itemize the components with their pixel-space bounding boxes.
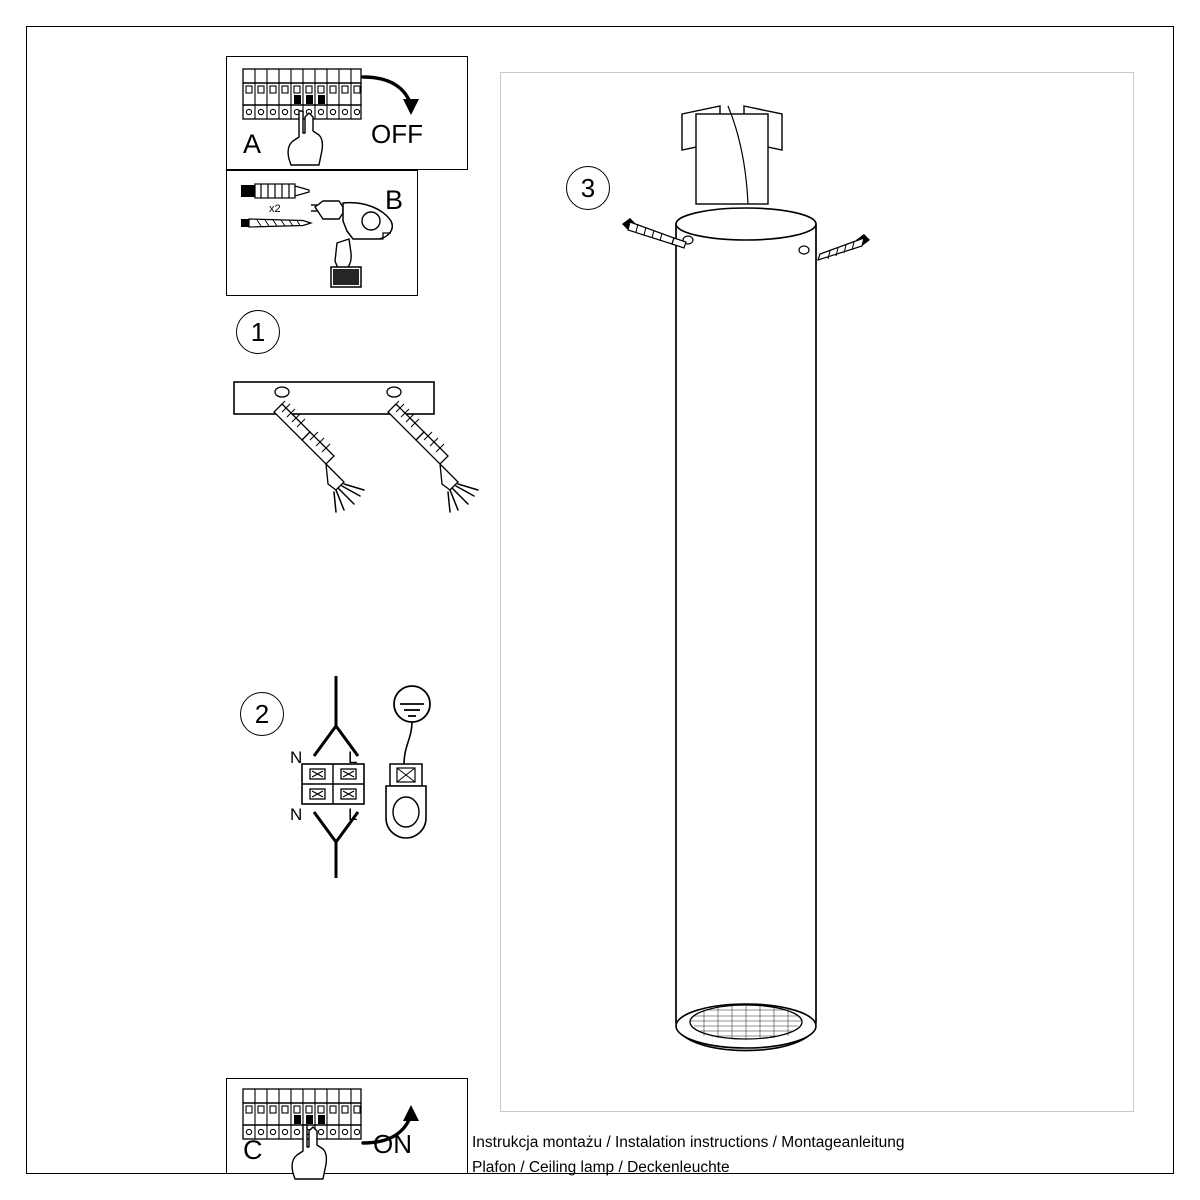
hand-pointing-icon [279, 107, 339, 167]
caption-line-2: Plafon / Ceiling lamp / Deckenleuchte [472, 1159, 730, 1176]
panel-b-letter: B [385, 185, 404, 215]
curved-arrow-down-icon [359, 71, 423, 123]
wire-label-l-bottom: L [348, 805, 358, 824]
wire-label-n-top: N [290, 748, 303, 767]
step-2-number [240, 692, 284, 736]
mounting-bracket-with-screws-icon [226, 372, 506, 552]
step-3-number [566, 166, 610, 210]
panel-a-letter: A [243, 129, 262, 159]
drill-icon [309, 191, 413, 293]
screw-icon [239, 215, 317, 231]
panel-c-label: ON [373, 1129, 412, 1159]
hand-pointing-icon [283, 1123, 343, 1181]
wire-label-l-top: L [348, 748, 358, 767]
step-1-number [236, 310, 280, 354]
panel-c-letter: C [243, 1135, 263, 1165]
panel-b [226, 170, 418, 296]
step-3-label: 3 [580, 172, 596, 203]
step-2-label: 2 [254, 698, 270, 729]
panel-a-label: OFF [371, 119, 423, 149]
wire-label-n-bottom: N [290, 805, 303, 824]
caption-line-1: Instrukcja montażu / Instalation instructions / Montageanleitung [472, 1134, 905, 1151]
step-1-label: 1 [250, 316, 266, 347]
wall-plug-icon [239, 179, 317, 203]
curved-arrow-up-icon [359, 1097, 423, 1149]
panel-c [226, 1078, 468, 1174]
lamp-tube-mounting-icon [608, 100, 888, 1090]
panel-b-quantity: x2 [269, 203, 281, 215]
panel-a [226, 56, 468, 170]
terminal-block-wiring-icon [288, 672, 478, 882]
caption [472, 1130, 1112, 1180]
